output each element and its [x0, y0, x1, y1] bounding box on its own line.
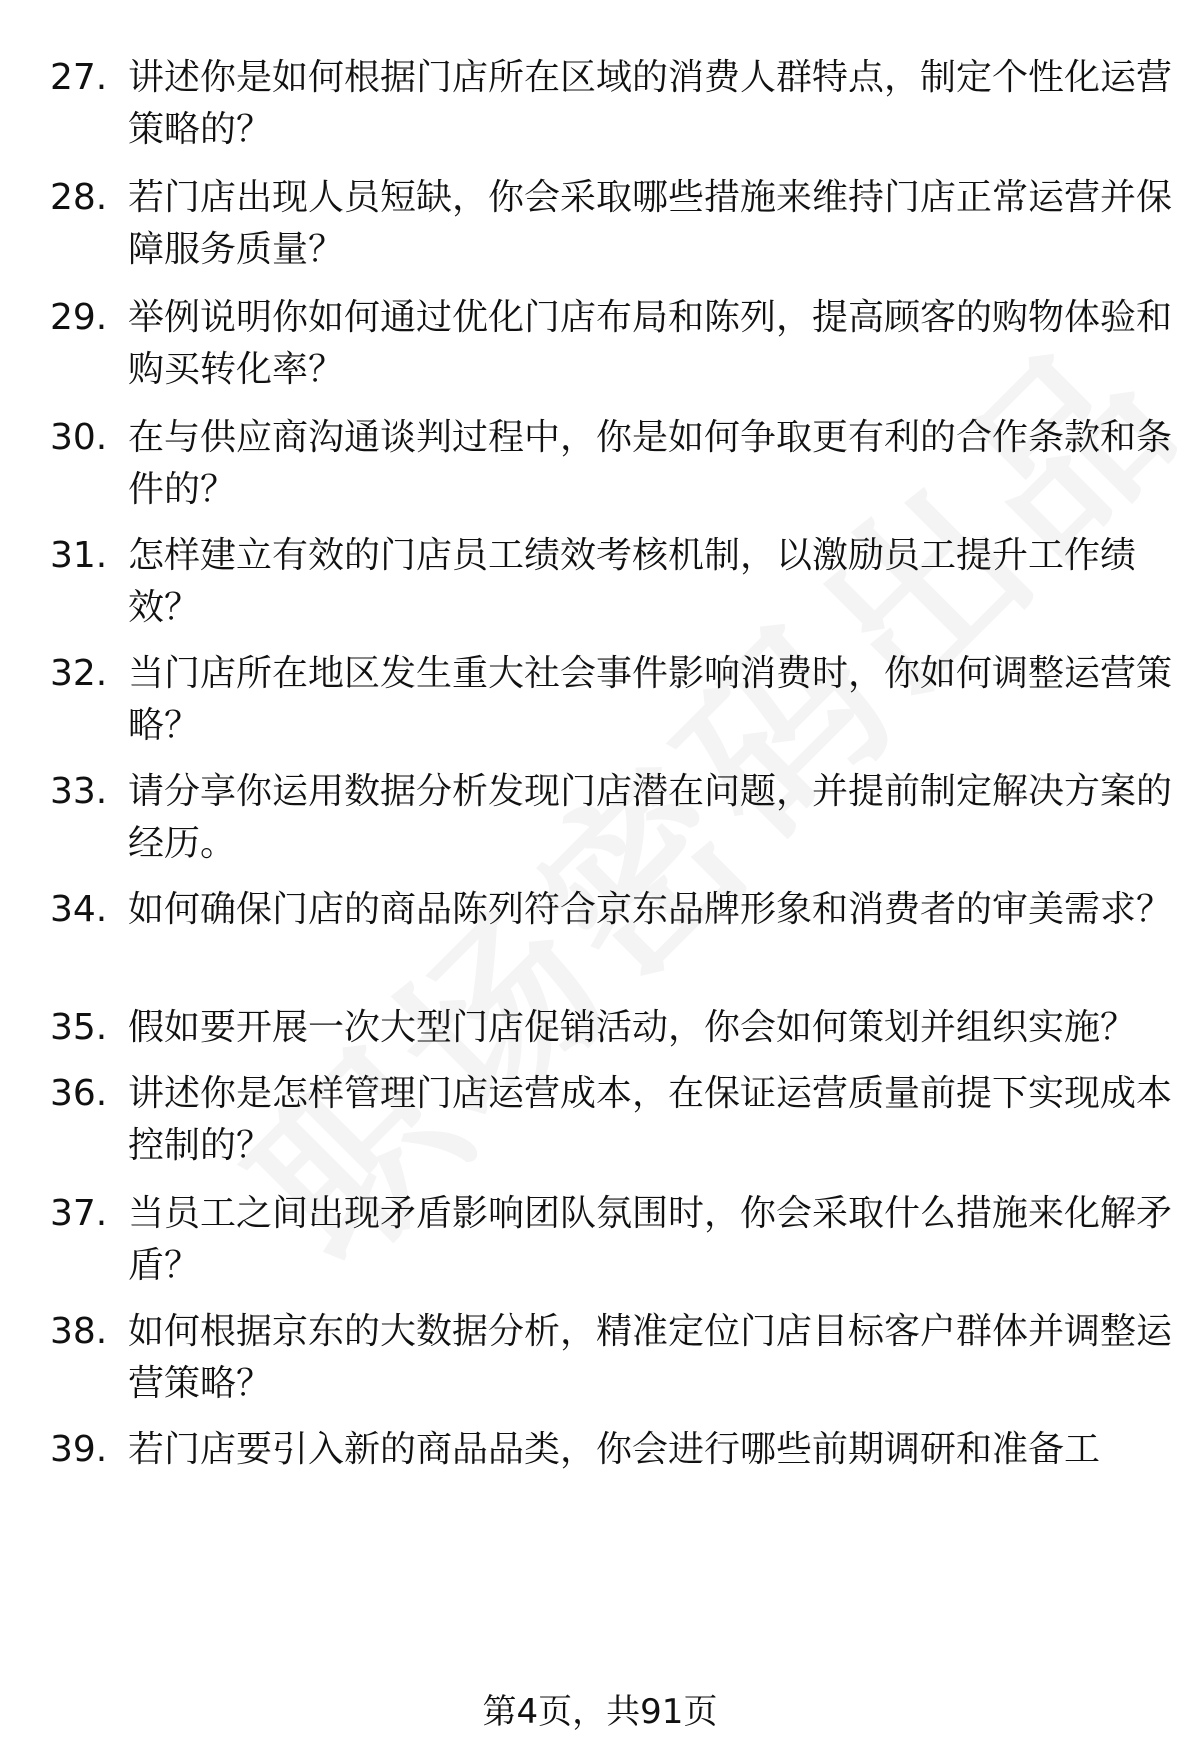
- question-text: 假如要开展一次大型门店促销活动，你会如何策划并组织实施？: [128, 1007, 1137, 1048]
- question-number: 31.: [50, 535, 108, 576]
- question-number: 37.: [50, 1193, 108, 1234]
- page-number-label: 第4页，共91页: [482, 1692, 718, 1732]
- question-text: 如何根据京东的大数据分析，精准定位门店目标客户群体并调整运营策略？: [128, 1311, 1173, 1404]
- question-number: 30.: [50, 417, 108, 458]
- question-text: 在与供应商沟通谈判过程中，你是如何争取更有利的合作条款和条件的？: [128, 417, 1173, 510]
- question-number: 33.: [50, 771, 108, 812]
- question-text: 当门店所在地区发生重大社会事件影响消费时，你如何调整运营策略？: [128, 653, 1173, 746]
- question-text: 若门店出现人员短缺，你会采取哪些措施来维持门店正常运营并保障服务质量？: [128, 177, 1173, 270]
- page-footer: [0, 1688, 1200, 1736]
- question-text: 讲述你是怎样管理门店运营成本，在保证运营质量前提下实现成本控制的？: [128, 1073, 1173, 1166]
- question-number: 34.: [50, 889, 108, 930]
- question-text: 怎样建立有效的门店员工绩效考核机制，以激励员工提升工作绩效？: [128, 535, 1137, 628]
- question-text: 举例说明你如何通过优化门店布局和陈列，提高顾客的购物体验和购买转化率？: [128, 297, 1173, 390]
- question-text: 请分享你运用数据分析发现门店潜在问题，并提前制定解决方案的经历。: [128, 771, 1173, 864]
- question-number: 28.: [50, 177, 108, 218]
- question-text: 若门店要引入新的商品品类，你会进行哪些前期调研和准备工: [128, 1429, 1101, 1470]
- question-text: 如何确保门店的商品陈列符合京东品牌形象和消费者的审美需求？: [128, 889, 1173, 930]
- question-number: 32.: [50, 653, 108, 694]
- question-number: 35.: [50, 1007, 108, 1048]
- question-number: 36.: [50, 1073, 108, 1114]
- question-text: 讲述你是如何根据门店所在区域的消费人群特点，制定个性化运营策略的？: [128, 57, 1173, 150]
- question-number: 38.: [50, 1311, 108, 1352]
- question-number: 29.: [50, 297, 108, 338]
- question-number: 27.: [50, 57, 108, 98]
- question-text: 当员工之间出现矛盾影响团队氛围时，你会采取什么措施来化解矛盾？: [128, 1193, 1173, 1286]
- question-number: 39.: [50, 1429, 108, 1470]
